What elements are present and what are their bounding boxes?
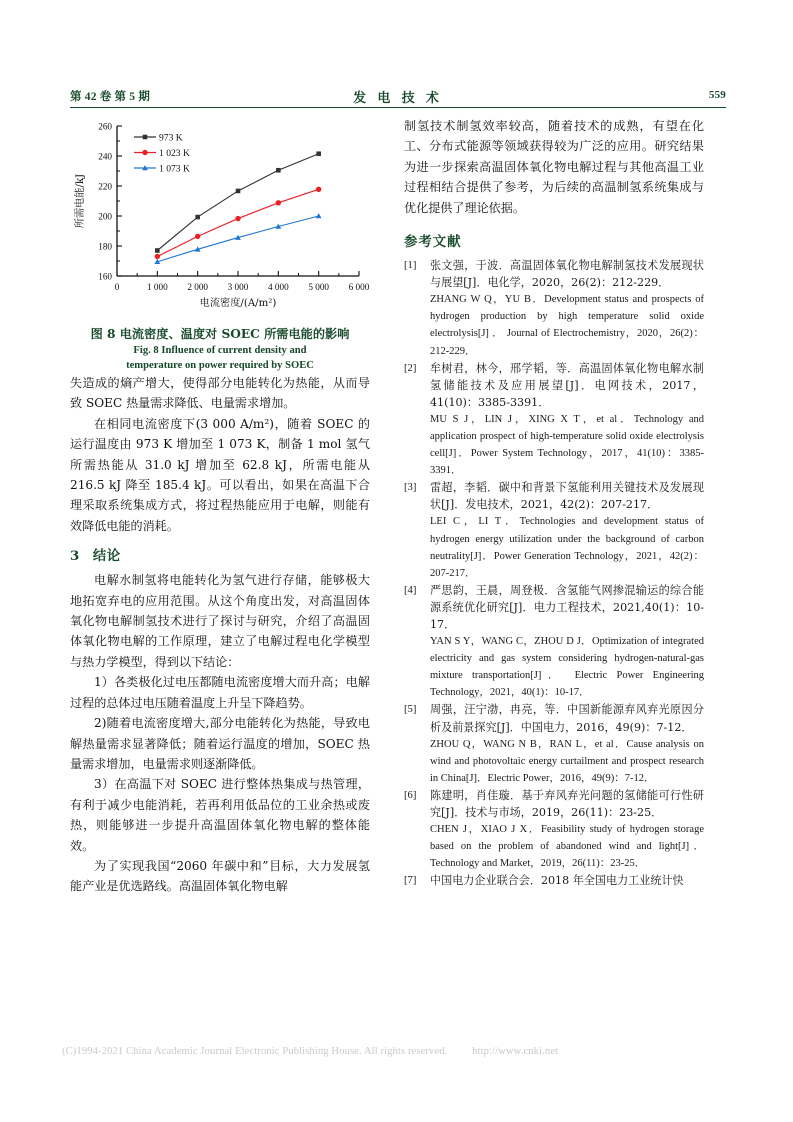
reference-english: CHEN J，XIAO J X．Feasibility study of hydrogen storage based on the problem of abandoned wind and light[J]．Technology and Market，2019，26(11)：23-25． (430, 824, 704, 870)
conclusion-intro: 电解水制氢将电能转化为氢气进行存储，能够极大地拓宽弃电的应用范围。从这个角度出发，对高温固体氧化物电解制氢技术进行了探讨与研究，介绍了高温固体氧化物电解的工作原理，建立了电解过程电化学模型与热力学模型，得到以下结论： (70, 573, 370, 669)
reference-item (404, 787, 704, 872)
data-point (276, 168, 281, 173)
data-point (155, 254, 160, 259)
running-header (70, 86, 726, 110)
reference-english: ZHANG W Q，YU B．Development status and prospects of hydrogen production by high temperature solid oxide electrolysis[J] ． Journal of Electrochemistry，2020，26(2)：212-229． (430, 294, 704, 357)
y-tick-label: 200 (98, 211, 112, 222)
x-axis-label: 电流密度/(A/m²) (199, 298, 277, 309)
series-1023-K (155, 187, 322, 260)
data-point (236, 189, 241, 194)
legend-label: 1 023 K (159, 147, 190, 159)
figure-8 (70, 116, 370, 373)
reference-chinese: 中国电力企业联合会．2018 年全国电力工业统计快 (430, 874, 684, 888)
volume-issue: 第 42 卷 第 5 期 (70, 91, 151, 103)
data-point (316, 213, 322, 218)
section-title: 结论 (92, 548, 121, 565)
conclusion-item-2: 2)随着电流密度增大,部分电能转化为热能，导致电解热量需求显著降低；随着运行温度的增加，SOEC 热量需求增加，电量需求则逐渐降低。 (70, 716, 370, 771)
left-column (70, 116, 370, 897)
conclusion-outlook: 为了实现我国“2060 年碳中和”目标，大力发展氢能产业是优选路线。高温固体氧化物电解 (70, 858, 370, 894)
paragraph-outlook-continued: 制氢技术制氢效率较高，随着技术的成熟，有望在化工、分布式能源等领域获得较为广泛的应用。研究结果为进一步探索高温固体氧化物电解过程与其他高温工业过程相结合提供了参考，为后续的高温制氢系统集成与优化提供了理论依据。 (404, 119, 704, 215)
reference-chinese: 周强，汪宁渤，冉亮，等．中国新能源弃风弃光原因分析及前景探究[J]．中国电力，2016，49(9)：7-12． (430, 703, 704, 734)
right-column (404, 116, 704, 890)
data-point (316, 151, 321, 156)
reference-english: YAN S Y，WANG C，ZHOU D J．Optimization of integrated electricity and gas system considering hydrogen-natural-gas mixture transportation[J]． Electric Power Engineering Technology，2021，40(1)：10-17． (430, 636, 704, 699)
reference-item (404, 479, 704, 582)
reference-chinese: 牟树君，林今，邢学韬，等．高温固体氧化物电解水制氢储能技术及应用展望[J]．电网技术，2017，41(10)：3385-3391． (430, 361, 704, 409)
data-point (195, 215, 200, 220)
data-point (142, 150, 147, 155)
y-tick-label: 260 (98, 121, 112, 132)
reference-item (404, 701, 704, 786)
reference-chinese: 陈建明，肖佳璇．基于弃风弃光问题的氢储能可行性研究[J]．技术与市场，2019，26(11)：23-25． (430, 788, 704, 820)
data-point (195, 234, 200, 239)
line-chart (70, 116, 370, 322)
reference-list (404, 257, 704, 889)
x-tick-label: 2 000 (187, 282, 209, 292)
x-tick-label: 6 000 (348, 282, 370, 292)
section-heading-conclusion (70, 545, 370, 564)
reference-tag: [5] (404, 704, 417, 716)
figure-caption-en-line2: temperature on power required by SOEC (126, 360, 314, 371)
figure-caption-en-line1: Fig. 8 Influence of current density and (133, 345, 307, 356)
reference-english: MU S J，LIN J，XING X T，et al．Technology and application prospect of high-temperature solid oxide electrolysis cell[J]．Power System Technology，2017，41(10)：3385-3391． (430, 413, 704, 477)
conclusion-item-3: 3）在高温下对 SOEC 进行整体热集成与热管理，有利于减少电能消耗，若再利用低品位的工业余热或废热，则能够进一步提升高温固体氧化物电解的整体能效。 (70, 777, 370, 853)
y-axis-label: 所需电能/kJ (75, 173, 86, 229)
reference-chinese: 严思韵，王晨，周登极．含氢能气网掺混输运的综合能源系统优化研究[J]．电力工程技术，2021,40(1)：10-17． (430, 583, 704, 631)
reference-tag: [4] (404, 584, 417, 596)
copyright-footer (62, 1046, 732, 1057)
journal-title: 发 电 技 术 (353, 90, 443, 105)
legend-label: 1 073 K (159, 163, 190, 175)
x-tick-label: 4 000 (267, 282, 289, 292)
reference-item (404, 582, 704, 702)
reference-chinese: 张文强，于波．高温固体氧化物电解制氢技术发展现状与展望[J]．电化学，2020，26(2)：212-229． (430, 259, 704, 290)
x-tick-label: 3 000 (227, 282, 249, 292)
x-tick-label: 0 (114, 282, 120, 292)
header-rule (70, 107, 726, 108)
y-tick-label: 160 (98, 271, 112, 282)
x-tick-label: 1 000 (146, 282, 168, 292)
reference-tag: [6] (404, 789, 417, 801)
reference-tag: [3] (404, 482, 417, 494)
data-point (143, 135, 148, 140)
reference-english: LEI C，LI T．Technologies and development status of hydrogen energy utilization under the background of carbon neutrality[J]．Power Generation Technology，2021，42(2)：207-217． (430, 516, 704, 579)
section-number: 3 (70, 548, 80, 565)
y-tick-label: 240 (98, 151, 112, 162)
page-number: 559 (708, 89, 726, 101)
y-tick-label: 220 (98, 181, 112, 192)
reference-english: ZHOU Q，WANG N B，RAN L，et al．Cause analysis on wind and photovoltaic energy curtailment and prospect research in China[J]．Electric Power，2016，49(9)：7-12． (430, 738, 704, 784)
cnki-url[interactable]: http://www.cnki.net (472, 1046, 559, 1057)
reference-item (404, 360, 704, 480)
copyright-text: (C)1994-2021 China Academic Journal Electronic Publishing House. All rights reserved. (62, 1046, 448, 1057)
reference-chinese: 雷超，李韬．碳中和背景下氢能利用关键技术及发展现状[J]．发电技术，2021，42(2)：207-217． (430, 481, 704, 512)
x-tick-label: 5 000 (308, 282, 330, 292)
legend-item-1023-K[interactable] (134, 148, 190, 159)
legend-label: 973 K (159, 132, 183, 144)
data-point (276, 200, 281, 205)
reference-tag: [7] (404, 875, 417, 887)
y-tick-label: 180 (98, 241, 112, 252)
chart-area (70, 116, 370, 322)
reference-tag: [1] (404, 260, 417, 272)
reference-item (404, 872, 704, 889)
paragraph-temperature-effect: 在相同电流密度下(3 000 A/m²)，随着 SOEC 的运行温度由 973 K 增加至 1 073 K，制备 1 mol 氢气所需热能从 31.0 kJ 增加至 62.8 kJ，所需电能从 216.5 kJ 降至 185.4 kJ。可以看出，如果在高温下合理采取系统集成方式，将过程热能应用于电解，则能有效降低电能的消耗。 (70, 416, 370, 533)
reference-item (404, 257, 704, 360)
data-point (235, 216, 240, 221)
legend-item-1073-K[interactable] (134, 163, 190, 174)
data-point (155, 248, 160, 253)
paragraph-continued: 失造成的熵产增大，使得部分电能转化为热能，从而导致 SOEC 热量需求降低、电量需求增加。 (70, 376, 370, 411)
legend-item-973-K[interactable] (134, 132, 183, 143)
figure-caption (70, 326, 370, 373)
data-point (316, 187, 321, 192)
conclusion-item-1: 1）各类极化过电压都随电流密度增大而升高；电解过程的总体过电压随着温度上升呈下降趋势。 (70, 675, 370, 710)
references-heading: 参考文献 (404, 234, 462, 251)
reference-tag: [2] (404, 362, 417, 374)
figure-caption-cn: 图 8 电流密度、温度对 SOEC 所需电能的影响 (90, 327, 350, 341)
series-line (157, 189, 318, 256)
